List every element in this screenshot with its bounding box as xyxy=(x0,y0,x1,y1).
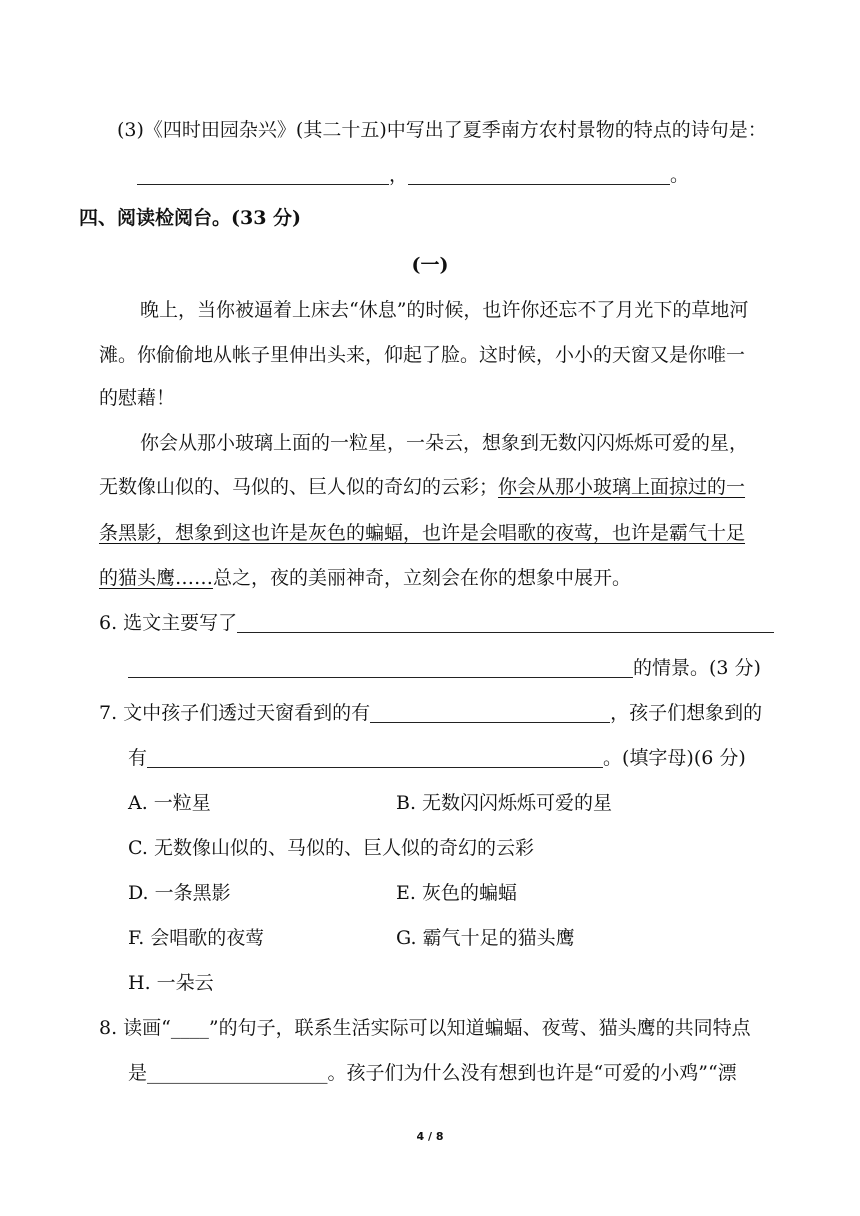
option-a: A. 一粒星 xyxy=(128,792,211,814)
answer-blank[interactable] xyxy=(147,747,603,768)
underlined-sentence: 的猫头鹰…… xyxy=(99,567,214,589)
passage-line: 无数像山似的、马似的、巨人似的奇幻的云彩；你会从那小玻璃上面掠过的一 xyxy=(99,476,746,498)
question-7: 7. 文中孩子们透过天窗看到的有 ，孩子们想象到的 xyxy=(99,702,763,724)
option-b: B. 无数闪闪烁烁可爱的星 xyxy=(396,792,613,814)
question-8-line2: 是___________________。孩子们为什么没有想到也许是“可爱的小鸡”“漂 xyxy=(128,1062,737,1084)
underlined-sentence: 你会从那小玻璃上面掠过的一 xyxy=(498,476,746,498)
passage-line: 的猫头鹰……总之，夜的美丽神奇，立刻会在你的想象中展开。 xyxy=(99,567,632,589)
passage-line: 晚上，当你被逼着上床去“休息”的时候，也许你还忘不了月光下的草地河 xyxy=(140,299,749,321)
answer-blank[interactable] xyxy=(137,164,389,185)
passage-line: 滩。你偷偷地从帐子里伸出头来，仰起了脸。这时候，小小的天窗又是你唯一 xyxy=(99,344,746,366)
option-g: G. 霸气十足的猫头鹰 xyxy=(396,927,575,949)
option-f: F. 会唱歌的夜莺 xyxy=(128,927,265,949)
question-3-text: (3)《四时田园杂兴》(其二十五)中写出了夏季南方农村景物的特点的诗句是： xyxy=(117,119,767,141)
question-6: 6. 选文主要写了 xyxy=(99,608,774,638)
option-c: C. 无数像山似的、马似的、巨人似的奇幻的云彩 xyxy=(128,837,534,859)
section-heading: 四、阅读检阅台。(33 分) xyxy=(79,207,302,229)
answer-blank[interactable] xyxy=(370,702,610,723)
page-number: 4 / 8 xyxy=(416,1130,444,1143)
answer-blank[interactable]: ___________________ xyxy=(147,1062,328,1084)
question-7-line2: 有 。(填字母)(6 分) xyxy=(128,747,746,769)
option-e: E. 灰色的蝙蝠 xyxy=(396,882,517,904)
answer-blank[interactable] xyxy=(128,657,633,678)
part-title: (一) xyxy=(411,254,449,276)
passage-line xyxy=(99,518,745,548)
answer-blank[interactable] xyxy=(408,164,670,185)
passage-line: 你会从那小玻璃上面的一粒星，一朵云，想象到无数闪闪烁烁可爱的星， xyxy=(140,432,749,454)
question-6-line2: 的情景。(3 分) xyxy=(128,653,761,683)
passage-line: 的慰藉！ xyxy=(99,387,176,409)
underlined-sentence: 条黑影，想象到这也许是灰色的蝙蝠，也许是会唱歌的夜莺，也许是霸气十足 xyxy=(99,522,746,544)
option-h: H. 一朵云 xyxy=(128,972,214,994)
question-3-answer-line: ， 。 xyxy=(137,160,689,190)
option-d: D. 一条黑影 xyxy=(128,882,231,904)
question-8: 8. 读画“____”的句子，联系生活实际可以知道蝙蝠、夜莺、猫头鹰的共同特点 xyxy=(99,1017,751,1039)
answer-blank[interactable] xyxy=(237,612,774,633)
